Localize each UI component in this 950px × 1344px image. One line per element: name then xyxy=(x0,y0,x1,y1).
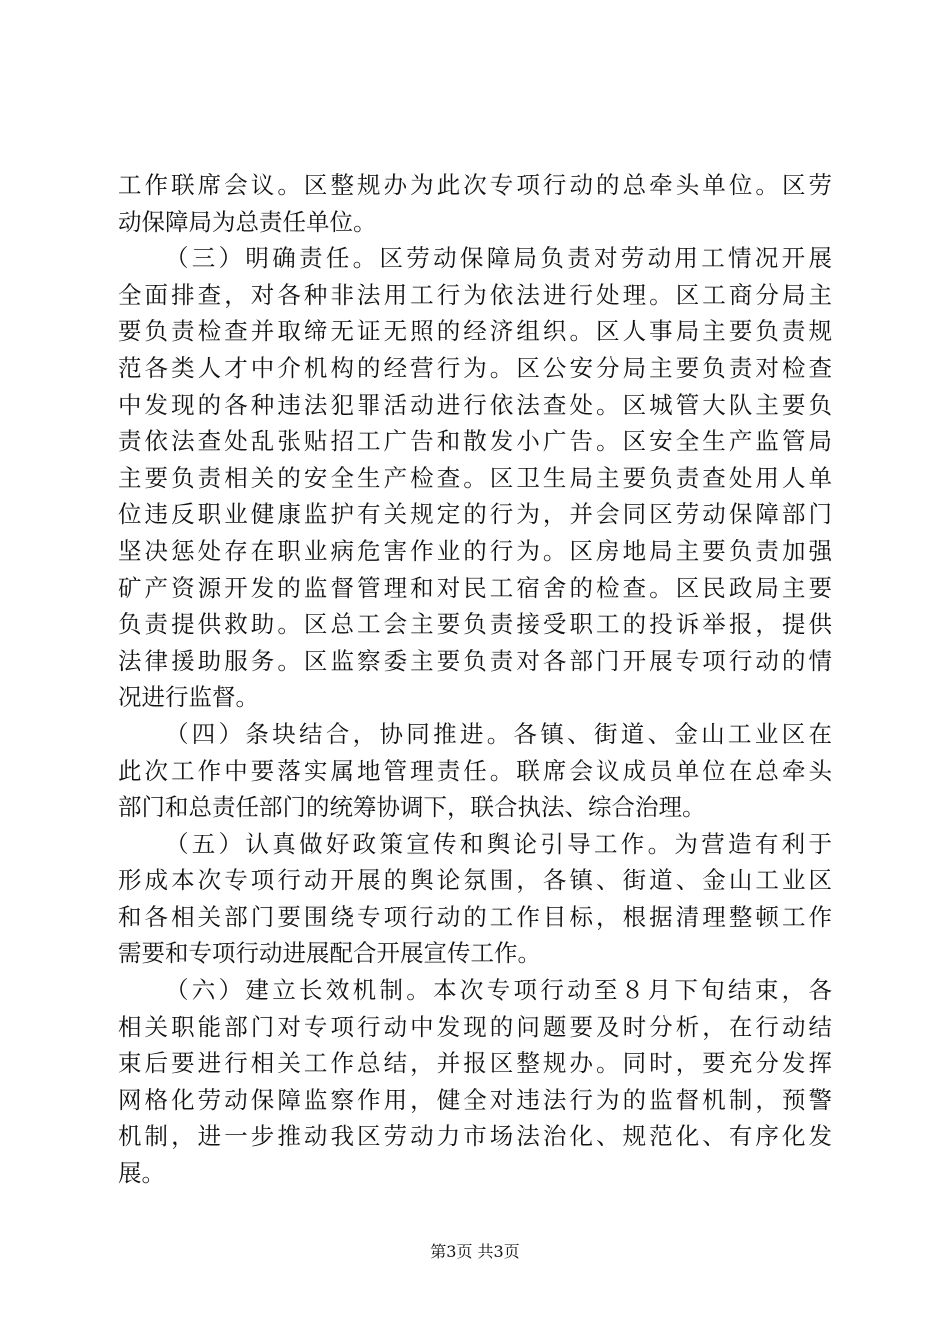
text-line: 范各类人才中介机构的经营行为。区公安分局主要负责对检查 xyxy=(118,353,832,382)
text-line: 和各相关部门要围绕专项行动的工作目标，根据清理整顿工作 xyxy=(118,902,832,931)
document-body xyxy=(118,167,832,1192)
text-line: 工作联席会议。区整规办为此次专项行动的总牵头单位。区劳 xyxy=(118,171,832,199)
text-line: （五）认真做好政策宣传和舆论引导工作。为营造有利于 xyxy=(165,829,832,858)
text-line: 展。 xyxy=(118,1159,165,1188)
text-line: 形成本次专项行动开展的舆论氛围，各镇、街道、金山工业区 xyxy=(118,866,832,895)
text-line: 责依法查处乱张贴招工广告和散发小广告。区安全生产监管局 xyxy=(118,427,832,456)
text-line: 况进行监督。 xyxy=(118,683,259,712)
text-line: （三）明确责任。区劳动保障局负责对劳动用工情况开展 xyxy=(165,244,832,273)
text-line: （四）条块结合，协同推进。各镇、街道、金山工业区在 xyxy=(165,719,832,748)
text-line: 网格化劳动保障监察作用，健全对违法行为的监督机制，预警 xyxy=(118,1085,832,1114)
text-line: 束后要进行相关工作总结，并报区整规办。同时，要充分发挥 xyxy=(118,1049,832,1078)
text-line: 中发现的各种违法犯罪活动进行依法查处。区城管大队主要负 xyxy=(118,390,832,419)
text-line: 位违反职业健康监护有关规定的行为，并会同区劳动保障部门 xyxy=(118,500,832,529)
page-number-footer: 第3页 共3页 xyxy=(430,1242,520,1261)
text-line: 需要和专项行动进展配合开展宣传工作。 xyxy=(118,939,541,968)
text-line: 相关职能部门对专项行动中发现的问题要及时分析，在行动结 xyxy=(118,1012,832,1041)
text-line: 负责提供救助。区总工会主要负责接受职工的投诉举报，提供 xyxy=(118,610,832,639)
text-line: 法律援助服务。区监察委主要负责对各部门开展专项行动的情 xyxy=(118,646,832,675)
text-line: 坚决惩处存在职业病危害作业的行为。区房地局主要负责加强 xyxy=(118,536,832,565)
text-line: （六）建立长效机制。本次专项行动至８月下旬结束，各 xyxy=(165,976,832,1005)
text-line: 全面排查，对各种非法用工行为依法进行处理。区工商分局主 xyxy=(118,280,832,309)
text-line: 要负责检查并取缔无证无照的经济组织。区人事局主要负责规 xyxy=(118,317,832,346)
text-line: 部门和总责任部门的统筹协调下，联合执法、综合治理。 xyxy=(118,793,706,822)
text-line: 主要负责相关的安全生产检查。区卫生局主要负责查处用人单 xyxy=(118,463,832,492)
text-line: 此次工作中要落实属地管理责任。联席会议成员单位在总牵头 xyxy=(118,756,832,785)
text-line: 机制，进一步推动我区劳动力市场法治化、规范化、有序化发 xyxy=(118,1122,832,1151)
text-line: 动保障局为总责任单位。 xyxy=(118,207,377,236)
text-line: 矿产资源开发的监督管理和对民工宿舍的检查。区民政局主要 xyxy=(118,573,832,602)
